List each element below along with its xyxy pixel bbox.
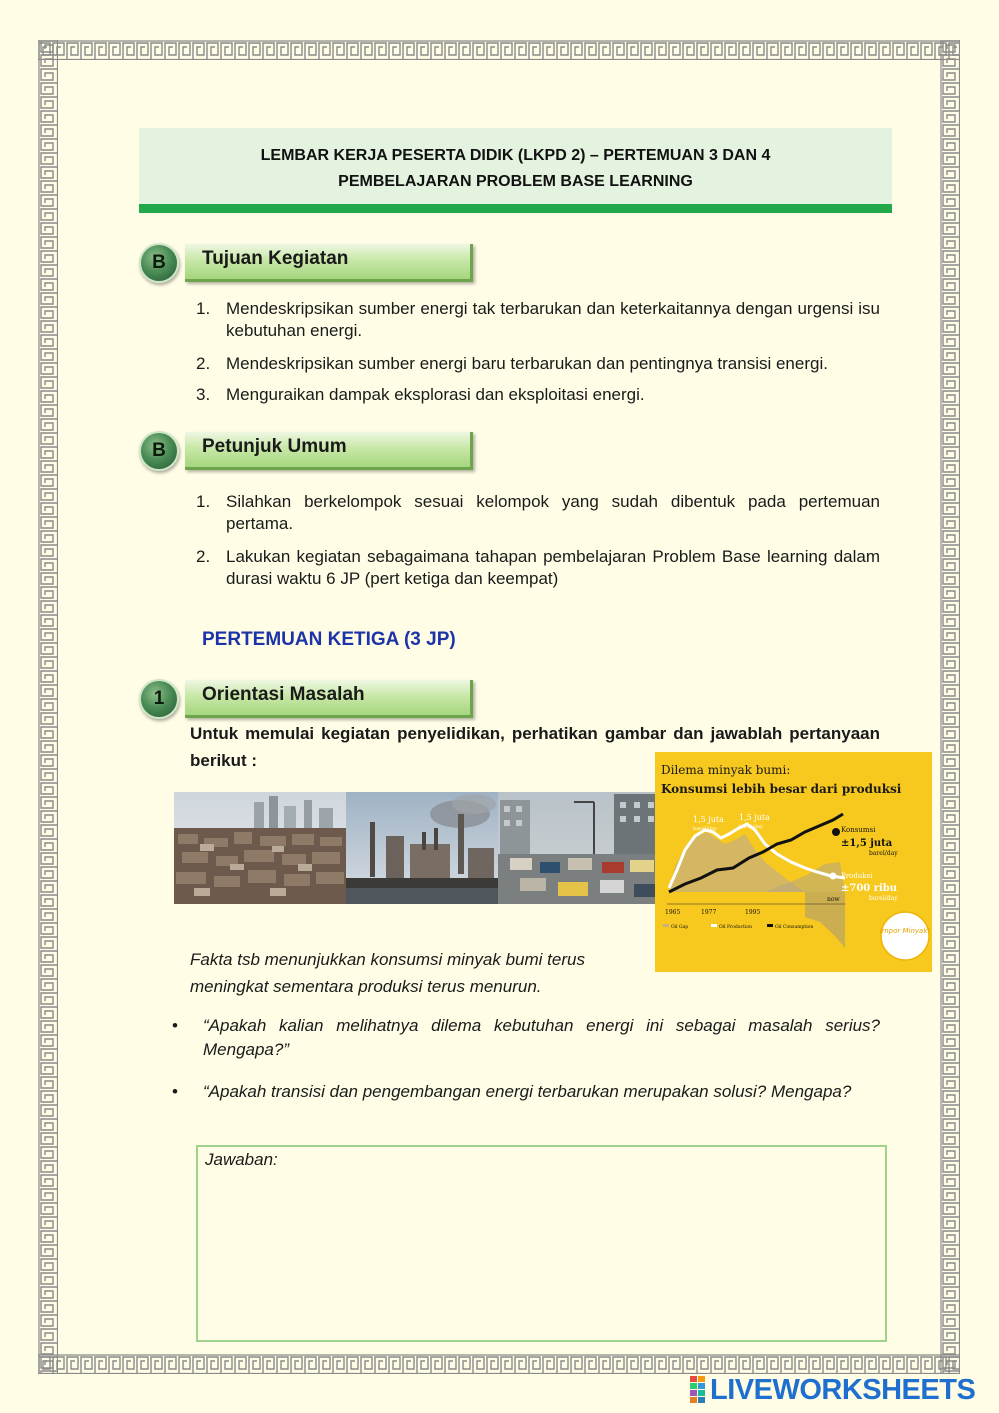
slum-photo	[174, 792, 346, 904]
section-badge-tujuan: B	[139, 243, 179, 283]
oil-dilemma-chart	[655, 752, 932, 972]
peak-unit-1: barel/day	[693, 826, 717, 832]
answer-textbox[interactable]	[196, 1145, 887, 1342]
tick-label: 1995	[745, 909, 761, 916]
peak-label-1: 1,5 juta	[693, 815, 724, 824]
tick-label: now	[827, 896, 840, 903]
tick-label: 1965	[665, 909, 681, 916]
answer-label: Jawaban:	[205, 1150, 278, 1169]
greek-key-border-left	[38, 40, 58, 1374]
chart-title-line2: Konsumsi lebih besar dari produksi	[661, 782, 902, 796]
peak-label-2: 1,5 juta	[739, 813, 770, 822]
konsumsi-value: ±1,5 juta	[841, 838, 893, 849]
tick-label: 1977	[701, 909, 717, 916]
legend-label: Oil Production	[719, 925, 753, 930]
list-item: 2. Lakukan kegiatan sebagaimana tahapan pembelajaran Problem Base learning dalam durasi waktu 6 JP (pert ketiga dan keempat)	[196, 547, 880, 588]
konsumsi-unit: barel/day	[869, 850, 898, 857]
section-banner-petunjuk: Petunjuk Umum	[185, 432, 473, 470]
produksi-value: ±700 ribu	[841, 883, 898, 894]
peak-unit-2: barel/day	[739, 824, 763, 830]
konsumsi-label: Konsumsi	[841, 826, 876, 834]
section-badge-orientasi: 1	[139, 679, 179, 719]
section-banner-tujuan: Tujuan Kegiatan	[185, 244, 473, 282]
greek-key-border-right	[940, 40, 960, 1374]
petunjuk-list	[193, 491, 880, 590]
produksi-marker	[830, 873, 837, 880]
tujuan-list	[193, 298, 880, 406]
factory-photo	[346, 792, 498, 904]
greek-key-border-bottom	[38, 1354, 960, 1374]
liveworksheets-logo	[690, 1374, 975, 1406]
legend-swatch-consumption	[767, 924, 773, 927]
energy-photos-image	[174, 792, 660, 904]
page-title-line2: PEMBELAJARAN PROBLEM BASE LEARNING	[338, 173, 693, 190]
section-banner-orientasi: Orientasi Masalah	[185, 680, 473, 718]
brand-icon	[690, 1376, 706, 1404]
legend-swatch-production	[711, 924, 717, 927]
header-panel	[139, 128, 892, 204]
list-item: 1. Mendeskripsikan sumber energi tak terbarukan dan keterkaitannya dengan urgensi isu kebutuhan energi.	[196, 299, 880, 340]
brand-name: LIVEWORKSHEETS	[710, 1373, 976, 1406]
legend-swatch-gap	[663, 924, 669, 927]
konsumsi-marker	[832, 828, 840, 836]
fact-caption: Fakta tsb menunjukkan konsumsi minyak bumi terus meningkat sementara produksi terus menurun.	[190, 950, 585, 996]
section-badge-petunjuk: B	[139, 431, 179, 471]
legend-label: Oil Gap	[671, 925, 689, 930]
chart-title-line1: Dilema minyak bumi:	[661, 763, 791, 777]
question-item: • “Apakah kalian melihatnya dilema kebutuhan energi ini sebagai masalah serius? Mengapa?”	[172, 1016, 880, 1059]
legend-label: Oil Consumption	[775, 925, 814, 930]
produksi-unit: barel/day	[869, 895, 898, 902]
orientasi-intro: Untuk memulai kegiatan penyelidikan, perhatikan gambar dan jawablah pertanyaan berikut :	[190, 724, 880, 770]
question-item: • “Apakah transisi dan pengembangan energi terbarukan merupakan solusi? Mengapa?	[172, 1082, 852, 1101]
list-item: 2. Mendeskripsikan sumber energi baru terbarukan dan pentingnya transisi energi.	[196, 354, 828, 373]
meeting-title: PERTEMUAN KETIGA (3 JP)	[202, 629, 456, 650]
produksi-label: Produksi	[841, 872, 873, 880]
page-title-line1: LEMBAR KERJA PESERTA DIDIK (LKPD 2) – PERTEMUAN 3 DAN 4	[260, 147, 771, 164]
traffic-photo	[498, 792, 660, 904]
list-item: 3. Menguraikan dampak eksplorasi dan eksploitasi energi.	[196, 385, 645, 404]
impor-stamp	[881, 912, 929, 960]
greek-key-border-top	[38, 40, 960, 60]
list-item: 1. Silahkan berkelompok sesuai kelompok yang sudah dibentuk pada pertemuan pertama.	[196, 492, 880, 533]
impor-stamp-text: Impor Minyak!	[879, 927, 931, 935]
header-accent-bar	[139, 204, 892, 213]
